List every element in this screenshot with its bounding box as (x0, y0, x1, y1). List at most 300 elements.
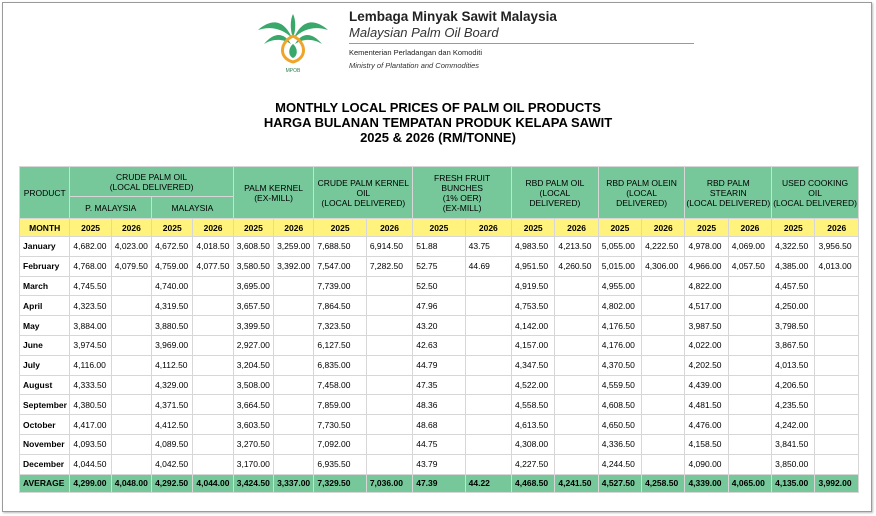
price-cell (274, 316, 314, 336)
price-cell: 7,323.50 (314, 316, 366, 336)
price-cell (366, 335, 412, 355)
org-name-en: Malaysian Palm Oil Board (349, 25, 499, 40)
price-cell: 4,057.50 (728, 256, 771, 276)
price-cell: 4,439.00 (685, 375, 728, 395)
price-cell (193, 335, 233, 355)
year-header: 2026 (111, 219, 151, 237)
price-cell: 4,242.00 (772, 415, 815, 435)
pk-header: PALM KERNEL (EX-MILL) (233, 167, 314, 219)
table-row (20, 395, 859, 415)
price-cell: 47.96 (413, 296, 465, 316)
price-cell (193, 316, 233, 336)
price-cell (111, 415, 151, 435)
price-cell: 4,336.50 (598, 434, 641, 454)
price-cell: 3,664.50 (233, 395, 273, 415)
price-cell: 3,657.50 (233, 296, 273, 316)
price-cell: 3,880.50 (152, 316, 193, 336)
price-cell: 4,740.00 (152, 276, 193, 296)
price-cell: 4,476.00 (685, 415, 728, 435)
price-cell: 3,884.00 (70, 316, 111, 336)
price-cell: 44.79 (413, 355, 465, 375)
price-cell: 4,822.00 (685, 276, 728, 296)
month-cell: June (20, 335, 70, 355)
price-cell: 3,841.50 (772, 434, 815, 454)
title-line-3: 2025 & 2026 (RM/TONNE) (360, 130, 516, 145)
price-cell (111, 335, 151, 355)
price-cell (111, 316, 151, 336)
price-cell (555, 316, 598, 336)
price-cell: 3,580.50 (233, 256, 273, 276)
price-cell: 47.35 (413, 375, 465, 395)
price-cell: 4,417.00 (70, 415, 111, 435)
month-cell: December (20, 454, 70, 474)
price-cell: 3,603.50 (233, 415, 273, 435)
price-cell: 3,974.50 (70, 335, 111, 355)
month-cell: March (20, 276, 70, 296)
average-cell: 4,241.50 (555, 474, 598, 492)
average-cell: 4,299.00 (70, 474, 111, 492)
price-cell: 4,042.50 (152, 454, 193, 474)
price-cell: 4,319.50 (152, 296, 193, 316)
price-cell: 52.50 (413, 276, 465, 296)
price-cell (111, 375, 151, 395)
price-cell: 44.75 (413, 434, 465, 454)
price-cell: 2,927.00 (233, 335, 273, 355)
price-cell: 4,951.50 (512, 256, 555, 276)
price-cell (193, 395, 233, 415)
price-cell (111, 355, 151, 375)
price-cell (642, 355, 685, 375)
report-title (0, 100, 876, 145)
price-cell: 4,079.50 (111, 256, 151, 276)
price-table-body (20, 237, 859, 475)
month-cell: October (20, 415, 70, 435)
year-header: 2026 (555, 219, 598, 237)
uco-header: USED COOKING OIL (LOCAL DELIVERED) (772, 167, 859, 219)
organization-block (349, 9, 694, 70)
price-cell: 48.68 (413, 415, 465, 435)
price-cell (642, 454, 685, 474)
average-cell: 3,337.00 (274, 474, 314, 492)
price-cell: 4,412.50 (152, 415, 193, 435)
price-cell: 4,022.00 (685, 335, 728, 355)
title-line-2: HARGA BULANAN TEMPATAN PRODUK KELAPA SAWIT (263, 115, 613, 130)
table-row (20, 375, 859, 395)
price-cell: 3,867.50 (772, 335, 815, 355)
rbdpo-header: RBD PALM OIL (LOCAL DELIVERED) (512, 167, 599, 219)
price-cell (111, 454, 151, 474)
price-cell (274, 454, 314, 474)
year-header: 2025 (512, 219, 555, 237)
price-cell (193, 454, 233, 474)
price-cell: 51.88 (413, 237, 465, 257)
price-cell: 4,227.50 (512, 454, 555, 474)
table-row (20, 237, 859, 257)
average-cell: 4,065.00 (728, 474, 771, 492)
price-cell (815, 434, 859, 454)
price-cell (728, 395, 771, 415)
price-cell (642, 415, 685, 435)
price-cell: 4,222.50 (642, 237, 685, 257)
price-cell: 3,259.00 (274, 237, 314, 257)
price-cell: 4,157.00 (512, 335, 555, 355)
price-cell: 4,919.50 (512, 276, 555, 296)
price-cell: 7,864.50 (314, 296, 366, 316)
price-cell: 7,282.50 (366, 256, 412, 276)
price-cell (728, 335, 771, 355)
price-cell (815, 375, 859, 395)
table-row (20, 454, 859, 474)
price-cell: 7,730.50 (314, 415, 366, 435)
year-header: 2025 (685, 219, 728, 237)
table-row (20, 335, 859, 355)
logo-text: MPOB (285, 68, 301, 74)
average-cell: 7,036.00 (366, 474, 412, 492)
cpo-malaysia-header: MALAYSIA (152, 197, 234, 219)
table-row (20, 355, 859, 375)
price-cell: 4,044.50 (70, 454, 111, 474)
price-cell: 4,333.50 (70, 375, 111, 395)
price-cell: 7,739.00 (314, 276, 366, 296)
price-cell: 4,608.50 (598, 395, 641, 415)
year-header: 2026 (193, 219, 233, 237)
price-cell (728, 415, 771, 435)
price-cell: 4,522.00 (512, 375, 555, 395)
price-cell: 3,850.00 (772, 454, 815, 474)
price-cell (366, 276, 412, 296)
price-cell (555, 296, 598, 316)
price-cell: 4,206.50 (772, 375, 815, 395)
price-cell: 4,090.00 (685, 454, 728, 474)
price-cell (642, 335, 685, 355)
price-cell: 7,688.50 (314, 237, 366, 257)
price-cell (728, 316, 771, 336)
price-cell: 4,966.00 (685, 256, 728, 276)
price-cell: 4,759.00 (152, 256, 193, 276)
cpko-header: CRUDE PALM KERNEL OIL (LOCAL DELIVERED) (314, 167, 413, 219)
price-cell (366, 415, 412, 435)
average-cell: 4,292.50 (152, 474, 193, 492)
price-cell: 3,270.50 (233, 434, 273, 454)
price-cell: 4,613.50 (512, 415, 555, 435)
price-cell (728, 355, 771, 375)
price-cell: 4,093.50 (70, 434, 111, 454)
price-cell: 4,013.00 (815, 256, 859, 276)
year-header: 2025 (233, 219, 273, 237)
month-cell: April (20, 296, 70, 316)
price-cell (193, 415, 233, 435)
price-cell: 4,517.00 (685, 296, 728, 316)
price-cell (555, 276, 598, 296)
year-header: 2025 (598, 219, 641, 237)
price-cell: 7,859.00 (314, 395, 366, 415)
price-cell (366, 316, 412, 336)
price-cell: 4,559.50 (598, 375, 641, 395)
price-cell: 4,018.50 (193, 237, 233, 257)
price-cell: 4,077.50 (193, 256, 233, 276)
average-cell: 3,992.00 (815, 474, 859, 492)
price-cell (728, 454, 771, 474)
price-cell: 4,457.50 (772, 276, 815, 296)
price-cell (465, 415, 511, 435)
price-cell: 7,458.00 (314, 375, 366, 395)
average-cell: 4,468.50 (512, 474, 555, 492)
price-cell: 4,069.00 (728, 237, 771, 257)
price-cell: 52.75 (413, 256, 465, 276)
cpo-pmalaysia-header: P. MALAYSIA (70, 197, 152, 219)
year-header: 2026 (274, 219, 314, 237)
price-cell (465, 395, 511, 415)
price-cell (465, 296, 511, 316)
price-cell: 4,347.50 (512, 355, 555, 375)
month-cell: August (20, 375, 70, 395)
price-cell (366, 355, 412, 375)
average-cell: 3,424.50 (233, 474, 273, 492)
price-cell (815, 395, 859, 415)
price-cell: 7,092.00 (314, 434, 366, 454)
price-cell: 3,987.50 (685, 316, 728, 336)
price-cell: 4,682.00 (70, 237, 111, 257)
price-cell: 4,768.00 (70, 256, 111, 276)
price-cell: 3,392.00 (274, 256, 314, 276)
rbdst-header: RBD PALM STEARIN (LOCAL DELIVERED) (685, 167, 772, 219)
price-cell (193, 296, 233, 316)
price-cell: 4,323.50 (70, 296, 111, 316)
price-cell: 4,370.50 (598, 355, 641, 375)
price-cell: 4,250.00 (772, 296, 815, 316)
price-cell (274, 375, 314, 395)
price-cell (642, 296, 685, 316)
price-cell (815, 316, 859, 336)
price-cell (815, 296, 859, 316)
price-cell: 5,015.00 (598, 256, 641, 276)
month-cell: February (20, 256, 70, 276)
price-cell (555, 355, 598, 375)
price-cell: 6,835.00 (314, 355, 366, 375)
price-cell (274, 415, 314, 435)
price-cell (642, 276, 685, 296)
price-cell (274, 355, 314, 375)
price-cell: 3,798.50 (772, 316, 815, 336)
price-cell: 43.79 (413, 454, 465, 474)
price-cell: 4,322.50 (772, 237, 815, 257)
average-cell: 4,048.00 (111, 474, 151, 492)
price-cell: 6,935.50 (314, 454, 366, 474)
year-header: 2025 (314, 219, 366, 237)
year-header: 2026 (366, 219, 412, 237)
price-cell (193, 375, 233, 395)
price-cell (465, 276, 511, 296)
price-cell (193, 276, 233, 296)
price-cell (815, 355, 859, 375)
average-cell: 4,527.50 (598, 474, 641, 492)
price-cell: 44.69 (465, 256, 511, 276)
price-cell: 4,983.50 (512, 237, 555, 257)
rbdol-header: RBD PALM OLEIN (LOCAL DELIVERED) (598, 167, 685, 219)
price-cell (111, 434, 151, 454)
price-cell (815, 415, 859, 435)
table-row (20, 415, 859, 435)
price-cell (193, 434, 233, 454)
price-cell: 4,306.00 (642, 256, 685, 276)
year-header: 2026 (728, 219, 771, 237)
price-cell (111, 296, 151, 316)
price-cell: 6,914.50 (366, 237, 412, 257)
price-cell: 3,608.50 (233, 237, 273, 257)
price-cell (274, 395, 314, 415)
month-cell: January (20, 237, 70, 257)
month-header: MONTH (20, 219, 70, 237)
price-cell (555, 415, 598, 435)
price-cell: 4,955.00 (598, 276, 641, 296)
average-row (20, 474, 859, 492)
price-cell (366, 375, 412, 395)
table-row (20, 296, 859, 316)
average-cell: 4,135.00 (772, 474, 815, 492)
price-cell (728, 434, 771, 454)
price-cell: 48.36 (413, 395, 465, 415)
price-cell: 4,380.50 (70, 395, 111, 415)
price-cell (642, 395, 685, 415)
year-row (20, 219, 859, 237)
price-cell (274, 434, 314, 454)
price-cell: 3,969.00 (152, 335, 193, 355)
price-cell (642, 375, 685, 395)
year-header: 2026 (465, 219, 511, 237)
price-cell: 4,753.50 (512, 296, 555, 316)
ffb-header: FRESH FRUIT BUNCHES (1% OER) (EX-MILL) (413, 167, 512, 219)
product-header: PRODUCT (20, 167, 70, 219)
price-cell (193, 355, 233, 375)
price-cell: 4,142.00 (512, 316, 555, 336)
price-cell: 43.75 (465, 237, 511, 257)
price-cell (465, 355, 511, 375)
ministry-name: Kementerian Perladangan dan Komoditi (349, 48, 483, 57)
price-cell: 3,695.00 (233, 276, 273, 296)
month-cell: July (20, 355, 70, 375)
price-table (19, 166, 859, 493)
mpob-logo-icon (250, 8, 336, 74)
price-cell (366, 296, 412, 316)
price-cell: 4,802.00 (598, 296, 641, 316)
title-line-1: MONTHLY LOCAL PRICES OF PALM OIL PRODUCTS (275, 100, 601, 115)
price-cell (555, 434, 598, 454)
price-cell: 4,978.00 (685, 237, 728, 257)
price-cell: 3,399.50 (233, 316, 273, 336)
price-cell (555, 335, 598, 355)
table-row (20, 256, 859, 276)
year-header: 2025 (70, 219, 111, 237)
average-cell: 4,258.50 (642, 474, 685, 492)
price-cell: 4,481.50 (685, 395, 728, 415)
year-header: 2026 (642, 219, 685, 237)
average-cell: 4,339.00 (685, 474, 728, 492)
cpo-header: CRUDE PALM OIL (LOCAL DELIVERED) (70, 167, 233, 197)
price-cell (465, 316, 511, 336)
price-cell (465, 375, 511, 395)
price-cell (366, 395, 412, 415)
price-cell (728, 375, 771, 395)
year-header: 2026 (815, 219, 859, 237)
price-cell (728, 296, 771, 316)
price-cell: 4,112.50 (152, 355, 193, 375)
price-cell: 4,244.50 (598, 454, 641, 474)
year-header: 2025 (152, 219, 193, 237)
table-row (20, 316, 859, 336)
price-cell (366, 434, 412, 454)
average-label: AVERAGE (20, 474, 70, 492)
price-cell (555, 375, 598, 395)
price-cell (728, 276, 771, 296)
price-cell (642, 434, 685, 454)
price-cell: 4,089.50 (152, 434, 193, 454)
price-cell: 4,023.00 (111, 237, 151, 257)
price-cell (111, 395, 151, 415)
price-cell: 4,213.50 (555, 237, 598, 257)
price-cell: 4,235.50 (772, 395, 815, 415)
org-divider (349, 43, 694, 44)
month-cell: September (20, 395, 70, 415)
price-cell: 4,329.00 (152, 375, 193, 395)
price-cell: 4,116.00 (70, 355, 111, 375)
price-cell: 6,127.50 (314, 335, 366, 355)
table-row (20, 276, 859, 296)
price-cell: 4,202.50 (685, 355, 728, 375)
price-cell (555, 395, 598, 415)
price-cell: 4,308.00 (512, 434, 555, 454)
price-cell (555, 454, 598, 474)
price-cell: 4,176.50 (598, 316, 641, 336)
price-cell (815, 335, 859, 355)
price-cell (274, 276, 314, 296)
price-cell: 3,204.50 (233, 355, 273, 375)
average-cell: 4,044.00 (193, 474, 233, 492)
year-header: 2025 (772, 219, 815, 237)
price-cell (274, 335, 314, 355)
price-cell: 4,745.50 (70, 276, 111, 296)
ministry-name-en: Ministry of Plantation and Commodities (349, 61, 480, 70)
price-cell: 42.63 (413, 335, 465, 355)
price-cell: 4,371.50 (152, 395, 193, 415)
price-cell: 3,956.50 (815, 237, 859, 257)
average-cell: 47.39 (413, 474, 465, 492)
org-name: Lembaga Minyak Sawit Malaysia (349, 9, 557, 24)
price-cell (465, 335, 511, 355)
year-header: 2025 (413, 219, 465, 237)
month-cell: May (20, 316, 70, 336)
price-cell: 3,508.00 (233, 375, 273, 395)
price-cell: 4,158.50 (685, 434, 728, 454)
price-cell: 5,055.00 (598, 237, 641, 257)
price-cell (642, 316, 685, 336)
price-cell: 4,650.50 (598, 415, 641, 435)
average-cell: 7,329.50 (314, 474, 366, 492)
price-cell (111, 276, 151, 296)
table-row (20, 434, 859, 454)
price-cell (366, 454, 412, 474)
price-cell: 4,558.50 (512, 395, 555, 415)
price-cell: 43.20 (413, 316, 465, 336)
price-cell: 3,170.00 (233, 454, 273, 474)
month-cell: November (20, 434, 70, 454)
price-cell: 7,547.00 (314, 256, 366, 276)
price-cell: 4,176.00 (598, 335, 641, 355)
price-cell (465, 434, 511, 454)
price-cell: 4,013.50 (772, 355, 815, 375)
price-cell (815, 276, 859, 296)
price-cell: 4,672.50 (152, 237, 193, 257)
price-cell (815, 454, 859, 474)
